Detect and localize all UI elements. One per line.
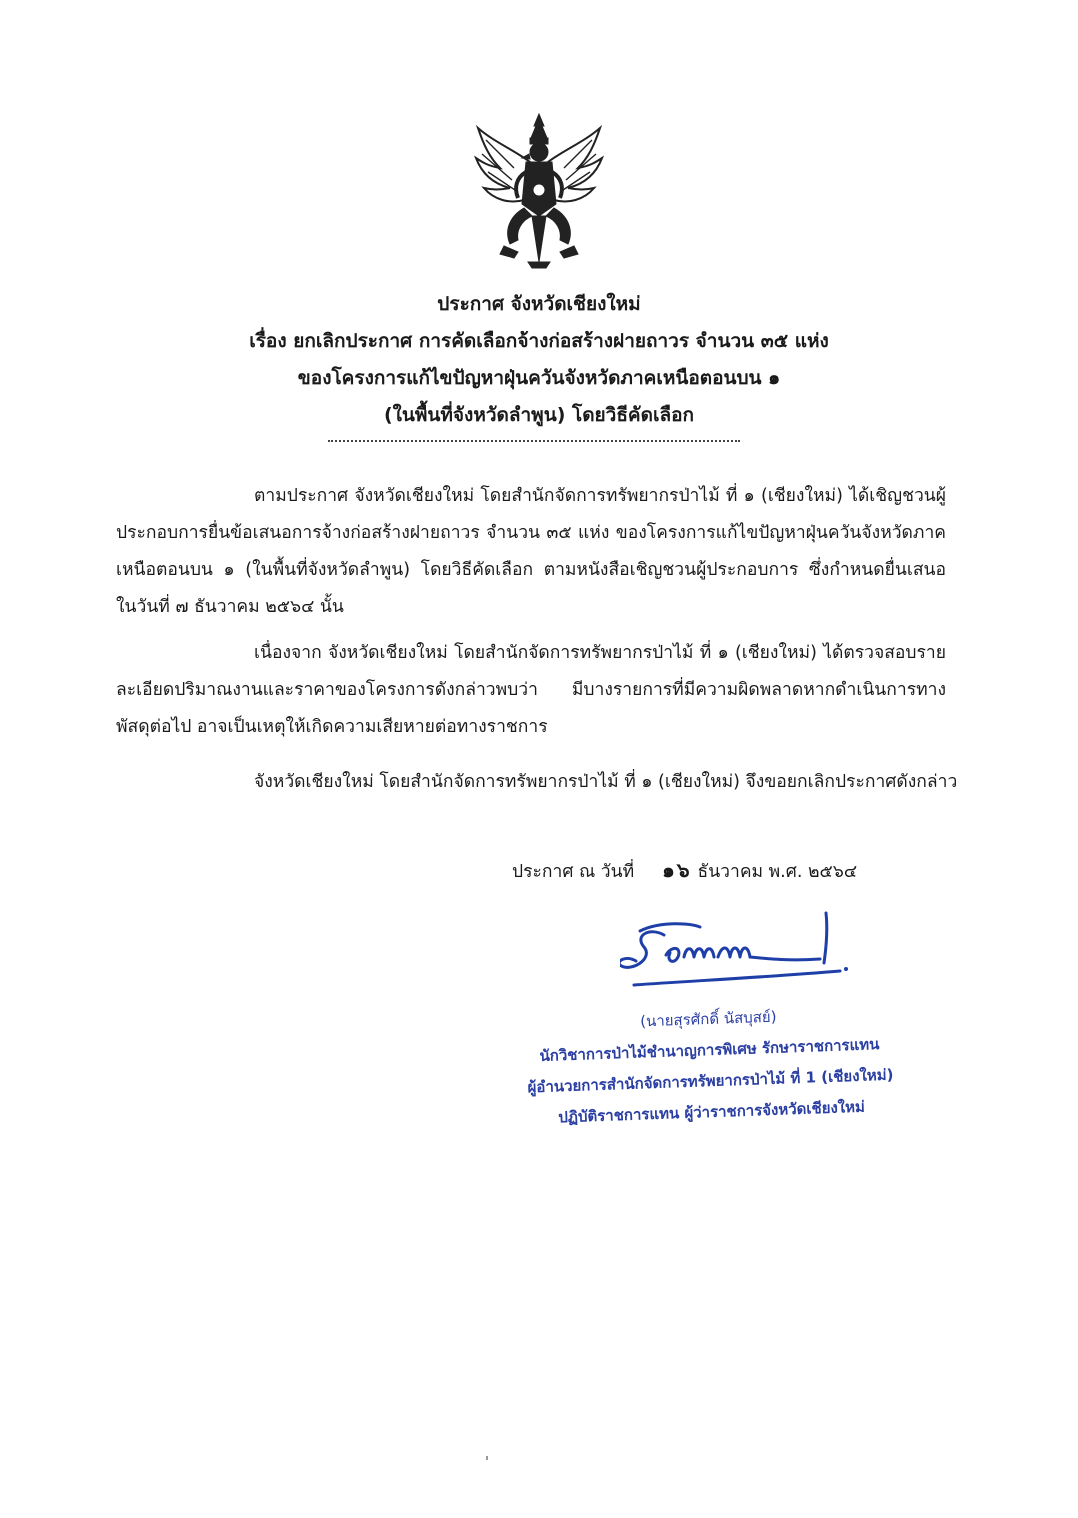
paragraph-1-text: ตามประกาศ จังหวัดเชียงใหม่ โดยสำนักจัดการทรัพยากรป่าไม้ ที่ ๑ (เชียงใหม่) ได้เชิญชวนผู้ประกอบการยื่นข้อเสนอการจ้างก่อสร้างฝายถาวร จำนวน ๓๕ แห่ง ของโครงการแก้ไขปัญหาฝุ่นควันจังหวัดภาคเหนือตอนบน ๑ (ในพื้นที่จังหวัดลำพูน) โดยวิธีคัดเลือก ตามหนังสือเชิญชวนผู้ประกอบการ ซึ่งกำหนดยื่นเสนอ ในวันที่ ๗ ธันวาคม ๒๕๖๔ นั้น bbox=[116, 486, 946, 617]
date-day-stamp: ๑๖ bbox=[662, 858, 692, 882]
announcement-body bbox=[116, 478, 946, 755]
paragraph-3: จังหวัดเชียงใหม่ โดยสำนักจัดการทรัพยากรป่าไม้ ที่ ๑ (เชียงใหม่) จึงขอยกเลิกประกาศดังกล่าว bbox=[254, 772, 958, 792]
signer-name: (นายสุรศักดิ์ นัสบุสย์) bbox=[639, 1007, 777, 1031]
signer-title-2: ผู้อำนวยการสำนักจัดการทรัพยากรป่าไม้ ที่ 1 (เชียงใหม่) bbox=[527, 1065, 894, 1097]
paragraph-1 bbox=[116, 478, 946, 626]
signature-block bbox=[518, 997, 902, 1134]
header-line-1: ประกาศ จังหวัดเชียงใหม่ bbox=[437, 293, 641, 315]
announcement-header bbox=[0, 286, 1078, 434]
signer-title-3: ปฏิบัติราชการแทน ผู้ว่าราชการจังหวัดเชียงใหม่ bbox=[558, 1097, 866, 1127]
header-line-3: ของโครงการแก้ไขปัญหาฝุ่นควันจังหวัดภาคเหนือตอนบน ๑ bbox=[297, 367, 781, 389]
garuda-emblem-icon bbox=[474, 112, 604, 270]
date-prefix: ประกาศ ณ วันที่ bbox=[512, 862, 635, 882]
header-line-4: (ในพื้นที่จังหวัดลำพูน) โดยวิธีคัดเลือก bbox=[383, 404, 695, 426]
paragraph-2-text: เนื่องจาก จังหวัดเชียงใหม่ โดยสำนักจัดการทรัพยากรป่าไม้ ที่ ๑ (เชียงใหม่) ได้ตรวจสอบรายละเอียดปริมาณงานและราคาของโครงการดังกล่าวพบว่า มีบางรายการที่มีความผิดพลาดหากดำเนินการทางพัสดุต่อไป อาจเป็นเหตุให้เกิดความเสียหายต่อทางราชการ bbox=[116, 643, 946, 737]
paragraph-2 bbox=[116, 635, 946, 746]
header-line-2: เรื่อง ยกเลิกประกาศ การคัดเลือกจ้างก่อสร้างฝายถาวร จำนวน ๓๕ แห่ง bbox=[249, 330, 829, 352]
handwritten-signature bbox=[620, 905, 860, 1005]
scan-speck bbox=[486, 1456, 488, 1460]
dotted-divider bbox=[328, 440, 740, 442]
date-suffix: ธันวาคม พ.ศ. ๒๕๖๔ bbox=[697, 862, 858, 882]
announcement-date bbox=[512, 852, 857, 891]
signer-title-1: นักวิชาการป่าไม้ชำนาญการพิเศษ รักษาราชการแทน bbox=[539, 1035, 880, 1065]
